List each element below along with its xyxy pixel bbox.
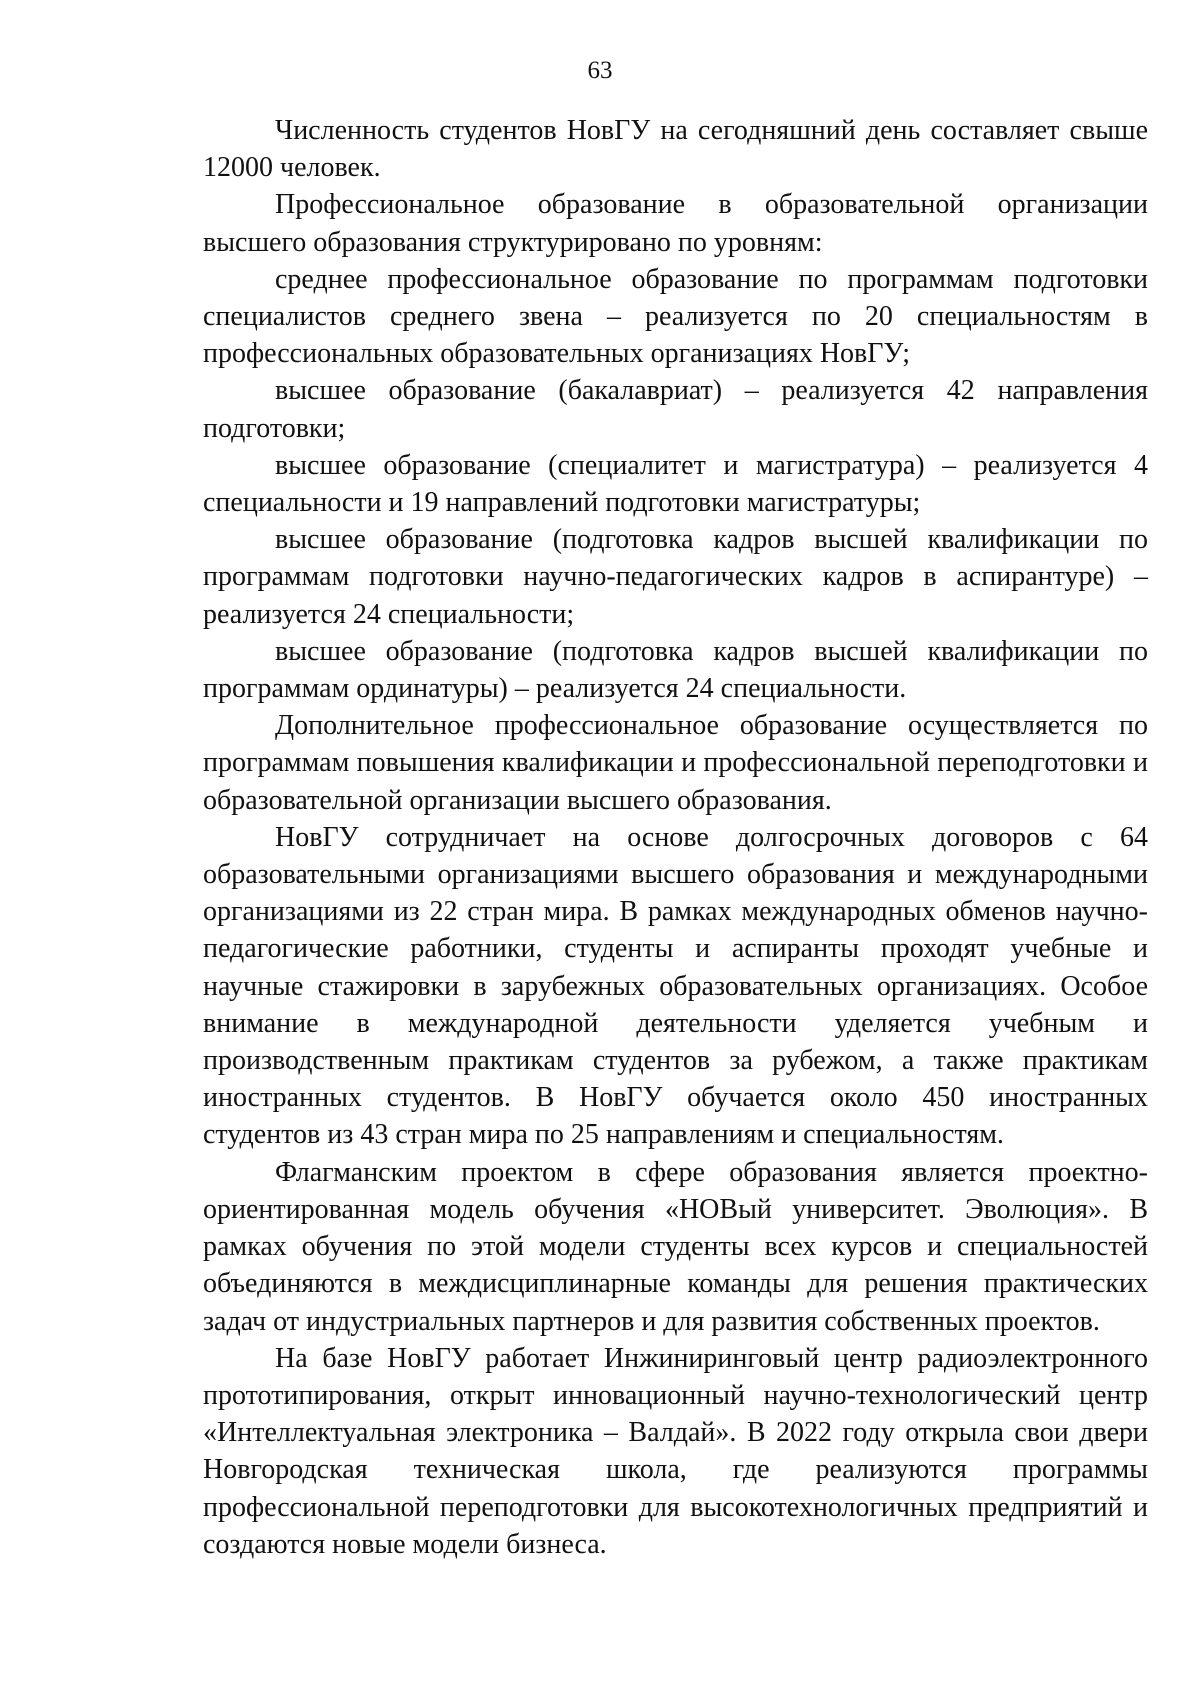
paragraph: На базе НовГУ работает Инжиниринговый центр радиоэлектронного прототипирования, открыт инновационный научно-технологический центр «Интеллектуальная электроника – Валдай». В 2022 году открыла свои двери Новгородская техническая школа, где реализуются программы профессиональной переподготовки для высокотехнологичных предприятий и создаются новые модели бизнеса. bbox=[203, 1342, 1148, 1560]
document-body bbox=[203, 112, 1148, 1563]
paragraph: высшее образование (бакалавриат) – реализуется 42 направления подготовки; bbox=[203, 375, 1148, 444]
paragraph: Профессиональное образование в образовательной организации высшего образования структурировано по уровням: bbox=[203, 189, 1148, 258]
paragraph: высшее образование (подготовка кадров высшей квалификации по программам ординатуры) – реализуется 24 специальности. bbox=[203, 635, 1148, 705]
paragraph: Дополнительное профессиональное образование осуществляется по программам повышения квалификации и профессиональной переподготовки и образовательной организации высшего образования. bbox=[203, 710, 1148, 816]
paragraph: НовГУ сотрудничает на основе долгосрочных договоров с 64 образовательными организациями высшего образования и международными организациями из 22 стран мира. В рамках международных обменов научно-педагогические работники, студенты и аспиранты проходят учебные и научные стажировки в зарубежных образовательных организациях. Особое внимание в международной деятельности уделяется учебным и производственным практикам студентов за рубежом, а также практикам иностранных студентов. В НовГУ обучается около 450 иностранных студентов из 43 стран мира по 25 направлениям и специальностям. bbox=[203, 821, 1148, 1151]
paragraph: Флагманским проектом в сфере образования является проектно-ориентированная модель обучения «НОВый университет. Эволюция». В рамках обучения по этой модели студенты всех курсов и специальностей объединяются в междисциплинарные команды для решения практических задач от индустриальных партнеров и для развития собственных проектов. bbox=[203, 1156, 1148, 1337]
paragraph: среднее профессиональное образование по программам подготовки специалистов среднего звена – реализуется по 20 специальностям в профессиональных образовательных организациях НовГУ; bbox=[203, 263, 1148, 370]
paragraph: высшее образование (подготовка кадров высшей квалификации по программам подготовки научно-педагогических кадров в аспирантуре) – реализуется 24 специальности; bbox=[203, 524, 1148, 630]
paragraph: высшее образование (специалитет и магистратура) – реализуется 4 специальности и 19 направлений подготовки магистратуры; bbox=[203, 449, 1148, 519]
page-number: 63 bbox=[587, 57, 613, 84]
paragraph: Численность студентов НовГУ на сегодняшний день составляет свыше 12000 человек. bbox=[203, 115, 1148, 184]
